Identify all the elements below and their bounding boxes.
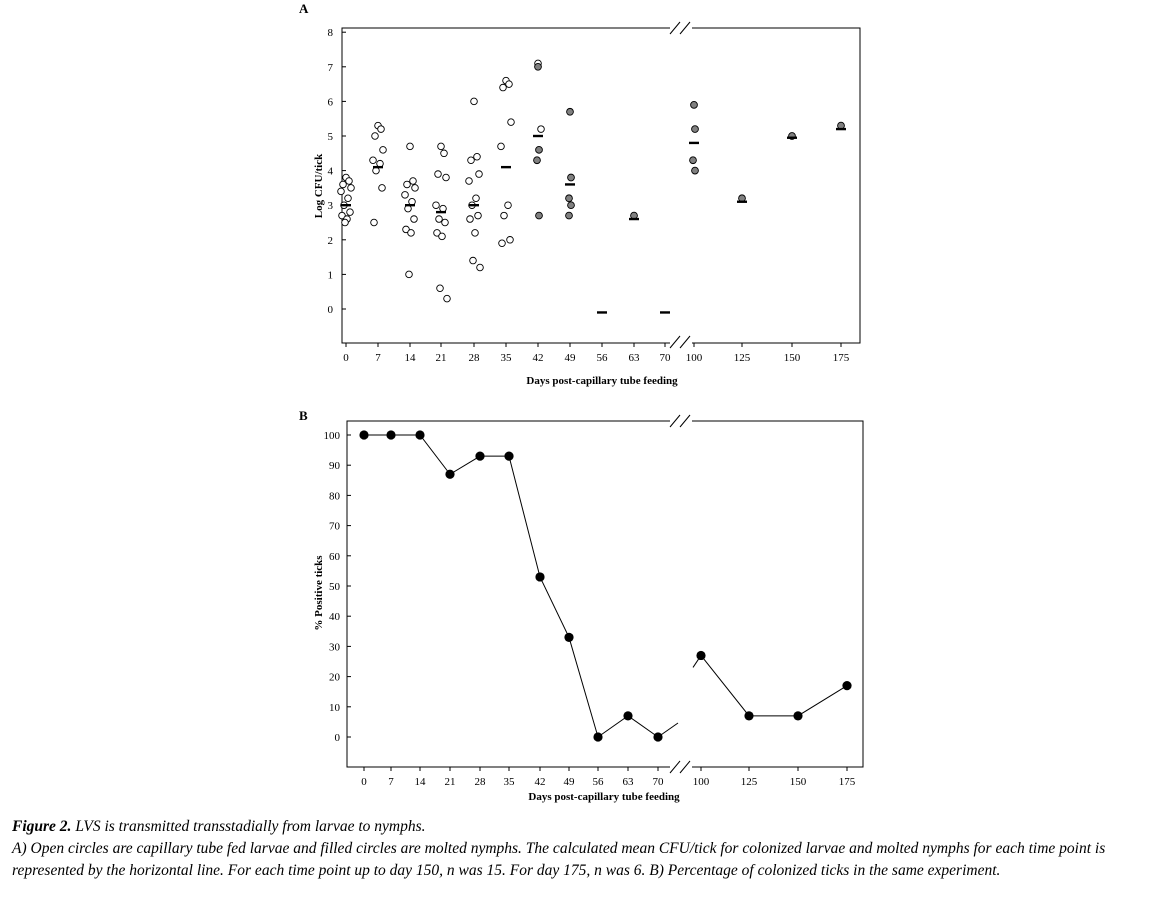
y-tick-label: 50: [329, 581, 340, 593]
panel-b-marks: [359, 430, 851, 741]
x-tick-label: 7: [388, 776, 394, 788]
y-tick-label: 5: [327, 131, 333, 143]
y-tick-label: 0: [327, 304, 333, 316]
caption-body: A) Open circles are capillary tube fed larvae and filled circles are molted nymphs. The calculated mean CFU/tick for colonized larvae and molted nymphs for each time point is represented by the horizontal line. For each time point up to day 150, n was 15. For day 175, n was 6. B) Percentage of colonized ticks in the same experiment.: [12, 840, 1106, 879]
data-point: [623, 711, 632, 720]
open-circle-point: [412, 185, 419, 192]
data-point: [535, 572, 544, 581]
panel-b-x-label: Days post-capillary tube feeding: [528, 791, 680, 803]
data-point: [696, 651, 705, 660]
x-tick-label: 150: [789, 776, 807, 788]
caption-title-rest: LVS is transmitted transstadially from larvae to nymphs.: [71, 818, 426, 835]
x-tick-label: 63: [622, 776, 634, 788]
data-point: [359, 430, 368, 439]
filled-circle-point: [568, 174, 575, 181]
x-tick-label: 49: [563, 776, 575, 788]
y-tick-label: 10: [329, 701, 340, 714]
data-point: [415, 430, 424, 439]
filled-circle-point: [691, 101, 698, 108]
open-circle-point: [346, 178, 353, 185]
open-circle-point: [404, 181, 411, 188]
panel-b-label: B: [299, 408, 308, 423]
x-tick-label: 175: [838, 776, 856, 788]
x-tick-label: 0: [361, 776, 367, 788]
filled-circle-point: [567, 108, 574, 115]
panel-a-axis-break: [670, 21, 692, 350]
filled-circle-point: [534, 157, 541, 164]
x-tick-label: 63: [628, 352, 640, 364]
open-circle-point: [438, 143, 445, 150]
x-tick-label: 150: [783, 352, 801, 364]
x-tick-label: 42: [534, 776, 546, 788]
y-tick-label: 100: [323, 430, 340, 442]
x-tick-label: 28: [468, 352, 480, 364]
panel-b-y-label: % Positive ticks: [313, 555, 325, 631]
x-tick-label: 56: [592, 776, 604, 788]
x-tick-label: 100: [692, 776, 710, 788]
x-tick-label: 35: [500, 352, 512, 364]
x-tick-label: 42: [532, 352, 544, 364]
open-circle-point: [379, 185, 386, 192]
x-tick-label: 175: [832, 352, 850, 364]
open-circle-point: [468, 157, 475, 164]
filled-circle-point: [566, 195, 573, 202]
panel-a-marks: [338, 60, 846, 312]
open-circle-point: [443, 174, 450, 181]
y-tick-label: 1: [327, 269, 333, 282]
data-point: [653, 732, 662, 741]
y-tick-label: 7: [327, 61, 333, 74]
open-circle-point: [470, 257, 477, 264]
caption-title: Figure 2.: [12, 818, 72, 835]
open-circle-point: [442, 219, 449, 226]
x-tick-label: 70: [652, 776, 664, 788]
y-tick-label: 4: [327, 165, 333, 178]
y-tick-label: 0: [334, 732, 340, 744]
open-circle-point: [436, 216, 443, 223]
series-line-late: [701, 655, 847, 715]
open-circle-point: [507, 237, 514, 244]
y-tick-label: 8: [327, 27, 333, 40]
open-circle-point: [475, 212, 482, 219]
y-tick-label: 60: [329, 550, 340, 563]
open-circle-point: [370, 157, 377, 164]
open-circle-point: [340, 181, 347, 188]
open-circle-point: [473, 195, 480, 202]
open-circle-point: [501, 212, 508, 219]
open-circle-point: [474, 153, 481, 160]
x-tick-label: 7: [375, 352, 381, 364]
x-tick-label: 14: [404, 352, 416, 364]
open-circle-point: [378, 126, 385, 133]
x-tick-label: 21: [435, 352, 447, 364]
data-point: [744, 711, 753, 720]
panel-a-frame: [342, 28, 860, 343]
series-line-early: [364, 435, 658, 737]
y-tick-label: 90: [329, 460, 340, 473]
open-circle-point: [371, 219, 378, 226]
data-point: [793, 711, 802, 720]
open-circle-point: [338, 188, 345, 195]
open-circle-point: [411, 216, 418, 223]
open-circle-point: [508, 119, 515, 126]
panel-a-y-label: Log CFU/tick: [313, 153, 325, 219]
x-tick-label: 49: [564, 352, 576, 364]
x-tick-label: 125: [740, 776, 758, 788]
x-tick-label: 28: [474, 776, 486, 788]
open-circle-point: [471, 98, 478, 105]
panel-a-x-label: Days post-capillary tube feeding: [526, 375, 678, 387]
y-tick-label: 6: [327, 96, 333, 109]
open-circle-point: [439, 233, 446, 240]
x-tick-label: 35: [503, 776, 515, 788]
filled-circle-point: [692, 126, 699, 133]
open-circle-point: [505, 202, 512, 209]
open-circle-point: [466, 178, 473, 185]
filled-circle-point: [536, 146, 543, 153]
y-tick-label: 3: [327, 200, 333, 213]
panel-b-x-axis: [361, 767, 856, 788]
panel-a-y-axis: [328, 27, 347, 316]
data-point: [564, 633, 573, 642]
filled-circle-point: [535, 63, 542, 70]
y-tick-label: 2: [327, 234, 333, 247]
open-circle-point: [407, 143, 414, 150]
open-circle-point: [500, 84, 507, 91]
open-circle-point: [347, 209, 354, 216]
x-tick-label: 125: [733, 352, 751, 364]
open-circle-point: [402, 192, 409, 199]
y-tick-label: 80: [329, 490, 340, 503]
y-tick-label: 70: [329, 520, 340, 533]
data-point: [842, 681, 851, 690]
open-circle-point: [444, 295, 451, 302]
open-circle-point: [348, 185, 355, 192]
panel-a-x-axis: [343, 343, 850, 364]
open-circle-point: [408, 230, 415, 237]
open-circle-point: [435, 171, 442, 178]
open-circle-point: [467, 216, 474, 223]
open-circle-point: [372, 133, 379, 140]
figure-caption: [12, 816, 1167, 882]
open-circle-point: [406, 271, 413, 278]
panel-b-frame: [347, 421, 863, 767]
data-point: [445, 470, 454, 479]
filled-circle-point: [690, 157, 697, 164]
open-circle-point: [433, 202, 440, 209]
x-tick-label: 0: [343, 352, 349, 364]
open-circle-point: [437, 285, 444, 292]
y-tick-label: 30: [329, 641, 340, 654]
open-circle-point: [345, 195, 352, 202]
open-circle-point: [342, 219, 349, 226]
open-circle-point: [538, 126, 545, 133]
caption-heading: [12, 816, 1167, 838]
y-tick-label: 40: [329, 611, 340, 624]
open-circle-point: [476, 171, 483, 178]
x-tick-label: 70: [659, 352, 671, 364]
data-point: [475, 452, 484, 461]
filled-circle-point: [536, 212, 543, 219]
panel-b-axis-break: [670, 414, 692, 774]
data-point: [504, 452, 513, 461]
x-tick-label: 56: [596, 352, 608, 364]
x-tick-label: 21: [444, 776, 456, 788]
filled-circle-point: [566, 212, 573, 219]
open-circle-point: [499, 240, 506, 247]
open-circle-point: [441, 150, 448, 157]
panel-a-label: A: [299, 1, 309, 16]
open-circle-point: [410, 178, 417, 185]
open-circle-point: [498, 143, 505, 150]
open-circle-point: [506, 81, 513, 88]
x-tick-label: 100: [685, 352, 703, 364]
open-circle-point: [380, 147, 387, 154]
data-point: [593, 732, 602, 741]
filled-circle-point: [568, 202, 575, 209]
y-tick-label: 20: [329, 671, 340, 684]
open-circle-point: [472, 230, 479, 237]
data-point: [386, 430, 395, 439]
x-tick-label: 14: [414, 776, 426, 788]
filled-circle-point: [692, 167, 699, 174]
open-circle-point: [477, 264, 484, 271]
